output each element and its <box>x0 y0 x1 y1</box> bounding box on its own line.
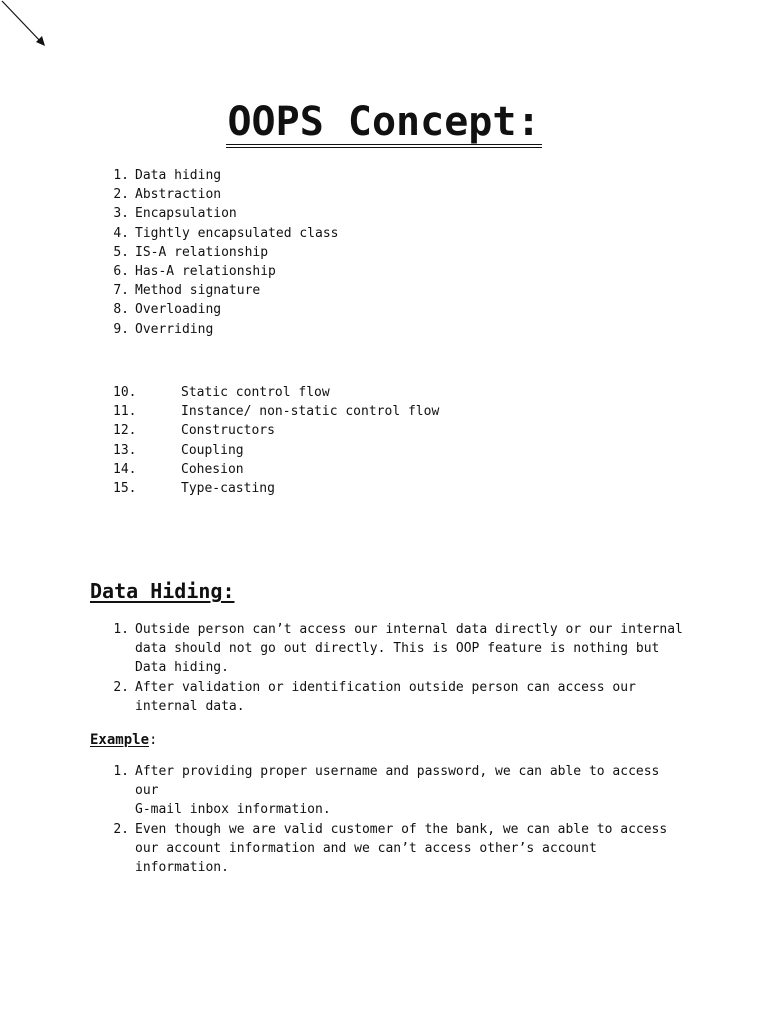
list-item-label: Static control flow <box>181 385 330 400</box>
list-item: 6. Has-A relationship <box>113 262 339 281</box>
list-item: 9. Overriding <box>113 320 339 339</box>
list-item: 1. After providing proper username and password, we can able to access our G-mail inbox information. <box>113 762 683 820</box>
list-item-label: Encapsulation <box>135 206 237 222</box>
list-item-label: Tightly encapsulated class <box>135 225 339 241</box>
list-item-label: Has-A relationship <box>135 264 276 280</box>
list-item-label: Overloading <box>135 302 222 318</box>
list-item: 2. After validation or identification outside person can access our internal data. <box>113 678 683 716</box>
page-title-text: OOPS Concept: <box>226 100 541 148</box>
paragraph-text: After providing proper username and password, we can able to access our G-mail inbox information. <box>135 764 660 818</box>
concepts-list-secondary <box>113 383 439 498</box>
list-item: 8. Overloading <box>113 300 339 319</box>
list-item-label: Coupling <box>181 442 244 458</box>
arrow-icon <box>0 0 60 60</box>
list-item-label: Type-casting <box>181 481 275 497</box>
list-item: 4. Tightly encapsulated class <box>113 224 339 243</box>
list-item: 13. Coupling <box>113 441 439 460</box>
section-heading-text: Data Hiding: <box>90 579 235 603</box>
list-item-label: Instance/ non-static control flow <box>181 404 440 420</box>
data-hiding-points <box>113 620 683 716</box>
paragraph-text: Outside person can’t access our internal data directly or our internal data should not go out directly. This is OOP feature is nothing but Data hiding. <box>135 622 683 676</box>
list-item-label: Cohesion <box>181 461 244 477</box>
list-item: 5. IS-A relationship <box>113 243 339 262</box>
list-item: 15. Type-casting <box>113 479 439 498</box>
list-item: 7. Method signature <box>113 281 339 300</box>
page-title <box>0 98 768 148</box>
example-label-text: Example <box>90 732 150 748</box>
list-item: 14. Cohesion <box>113 460 439 479</box>
list-item: 12. Constructors <box>113 421 439 440</box>
list-item: 11. Instance/ non-static control flow <box>113 402 439 421</box>
section-heading-data-hiding <box>90 578 235 604</box>
example-points <box>113 762 683 877</box>
list-item: 1. Outside person can’t access our internal data directly or our internal data should not go out directly. This is OOP feature is nothing but Data hiding. <box>113 620 683 678</box>
example-label: Example: <box>90 732 158 748</box>
list-item: 2. Even though we are valid customer of the bank, we can able to access our account information and we can’t access other’s account information. <box>113 820 683 878</box>
paragraph-text: After validation or identification outside person can access our internal data. <box>135 679 636 714</box>
list-item-label: Overriding <box>135 321 214 337</box>
list-item-label: IS-A relationship <box>135 244 269 260</box>
list-item-label: Abstraction <box>135 187 222 203</box>
list-item: 2. Abstraction <box>113 185 339 204</box>
list-item-label: Data hiding <box>135 168 222 183</box>
list-item: 10. Static control flow <box>113 383 439 402</box>
concepts-list-primary <box>113 166 339 339</box>
list-item-label: Method signature <box>135 283 261 299</box>
list-item-label: Constructors <box>181 423 275 439</box>
paragraph-text: Even though we are valid customer of the bank, we can able to access our account information and we can’t access other’s account information. <box>135 821 668 876</box>
list-item: 1. Data hiding <box>113 166 339 185</box>
list-item: 3. Encapsulation <box>113 204 339 223</box>
